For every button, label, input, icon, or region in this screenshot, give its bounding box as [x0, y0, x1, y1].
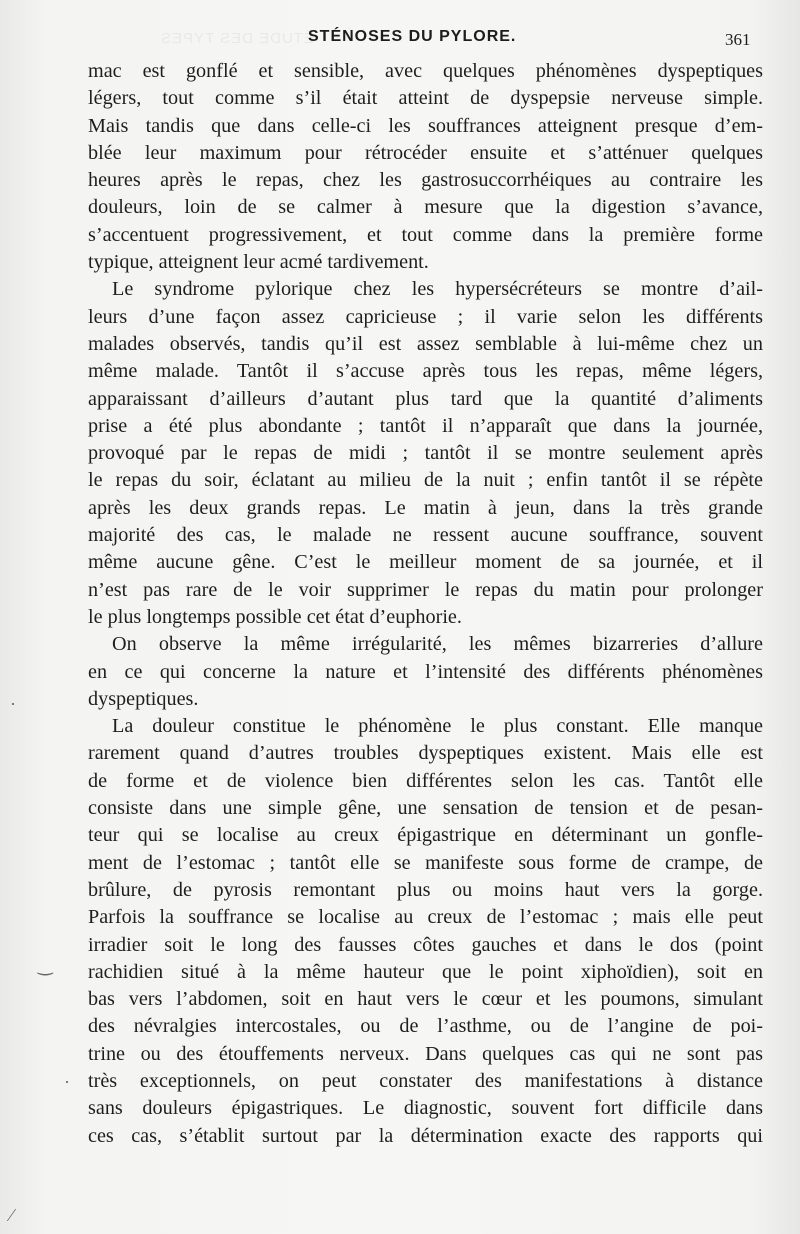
text-line: des névralgies intercostales, ou de l’asthme, ou de l’angine de poi- [88, 1015, 763, 1038]
body-text [88, 58, 763, 1150]
margin-scratch-mark: ⁄ [10, 1205, 14, 1225]
text-line: dyspeptiques. [88, 687, 199, 710]
text-line: prise a été plus abondante ; tantôt il n’apparaît que dans la journée, [88, 414, 763, 437]
text-line: légers, tout comme s’il était atteint de dyspepsie nerveuse simple. [88, 87, 763, 110]
text-line: même aucune gêne. C’est le meilleur moment de sa journée, et il [88, 551, 763, 574]
text-line: ces cas, s’établit surtout par la détermination exacte des rapports qui [88, 1124, 763, 1147]
text-line: très exceptionnels, on peut constater des manifestations à distance [88, 1069, 763, 1092]
text-line: heures après le repas, chez les gastrosuccorrhéiques au contraire les [88, 169, 763, 192]
text-line: rarement quand d’autres troubles dyspeptiques existent. Mais elle est [88, 742, 763, 765]
text-line: sans douleurs épigastriques. Le diagnostic, souvent fort difficile dans [88, 1097, 763, 1120]
text-line: trine ou des étouffements nerveux. Dans quelques cas qui ne sont pas [88, 1042, 763, 1065]
text-line: n’est pas rare de le voir supprimer le repas du matin pour prolonger [88, 578, 763, 601]
text-line: typique, atteignent leur acmé tardivement. [88, 251, 429, 274]
text-line: provoqué par le repas de midi ; tantôt il se montre seulement après [88, 442, 763, 465]
text-line: rachidien situé à la même hauteur que le point xiphoïdien), soit en [88, 960, 763, 983]
text-line: le repas du soir, éclatant au milieu de la nuit ; enfin tantôt il se répète [88, 469, 763, 492]
text-line: bas vers l’abdomen, soit en haut vers le cœur et les poumons, simulant [88, 988, 763, 1011]
text-line: teur qui se localise au creux épigastrique en déterminant un gonfle- [88, 824, 763, 847]
running-head-title: STÉNOSES DU PYLORE. [308, 28, 517, 45]
text-line: Parfois la souffrance se localise au creux de l’estomac ; mais elle peut [88, 906, 763, 929]
margin-curve-mark: ‿ [38, 955, 53, 975]
text-line: On observe la même irrégularité, les mêmes bizarreries d’allure [112, 633, 763, 656]
text-line: Le syndrome pylorique chez les hypersécréteurs se montre d’ail- [112, 278, 763, 301]
text-line: après les deux grands repas. Le matin à jeun, dans la très grande [88, 496, 763, 519]
text-line: s’accentuent progressivement, et tout comme dans la première forme [88, 223, 763, 246]
page-number: 361 [725, 30, 751, 49]
text-line: malades observés, tandis qu’il est assez semblable à lui-même chez un [88, 332, 763, 355]
text-line: leurs d’une façon assez capricieuse ; il varie selon les différents [88, 305, 763, 328]
text-line: même malade. Tantôt il s’accuse après tous les repas, même légers, [88, 360, 763, 383]
text-line: mac est gonflé et sensible, avec quelques phénomènes dyspeptiques [88, 60, 763, 82]
text-line: irradier soit le long des fausses côtes gauches et dans le dos (point [88, 933, 763, 956]
text-line: Mais tandis que dans celle-ci les souffrances atteignent presque d’em- [88, 114, 763, 137]
text-line: brûlure, de pyrosis remontant plus ou moins haut vers la gorge. [88, 878, 763, 901]
text-line: apparaissant d’ailleurs d’autant plus tard que la quantité d’aliments [88, 387, 763, 410]
text-line: le plus longtemps possible cet état d’euphorie. [88, 605, 462, 628]
bleed-through-decoration: ÉTUDE DES TYPES [160, 30, 314, 47]
text-line: douleurs, loin de se calmer à mesure que la digestion s’avance, [88, 196, 763, 219]
margin-dot-mark: · [10, 694, 16, 714]
running-head [0, 26, 800, 50]
text-line: de forme et de violence bien différentes selon les cas. Tantôt elle [88, 769, 763, 792]
text-line: en ce qui concerne la nature et l’intensité des différents phénomènes [88, 660, 763, 683]
text-line: consiste dans une simple gêne, une sensation de tension et de pesan- [88, 797, 763, 820]
margin-dot-mark: · [64, 1072, 70, 1092]
text-line: majorité des cas, le malade ne ressent aucune souffrance, souvent [88, 524, 763, 547]
text-line: La douleur constitue le phénomène le plus constant. Elle manque [112, 715, 763, 738]
text-line: ment de l’estomac ; tantôt elle se manifeste sous forme de crampe, de [88, 851, 763, 874]
text-line: blée leur maximum pour rétrocéder ensuite et s’atténuer quelques [88, 141, 763, 164]
